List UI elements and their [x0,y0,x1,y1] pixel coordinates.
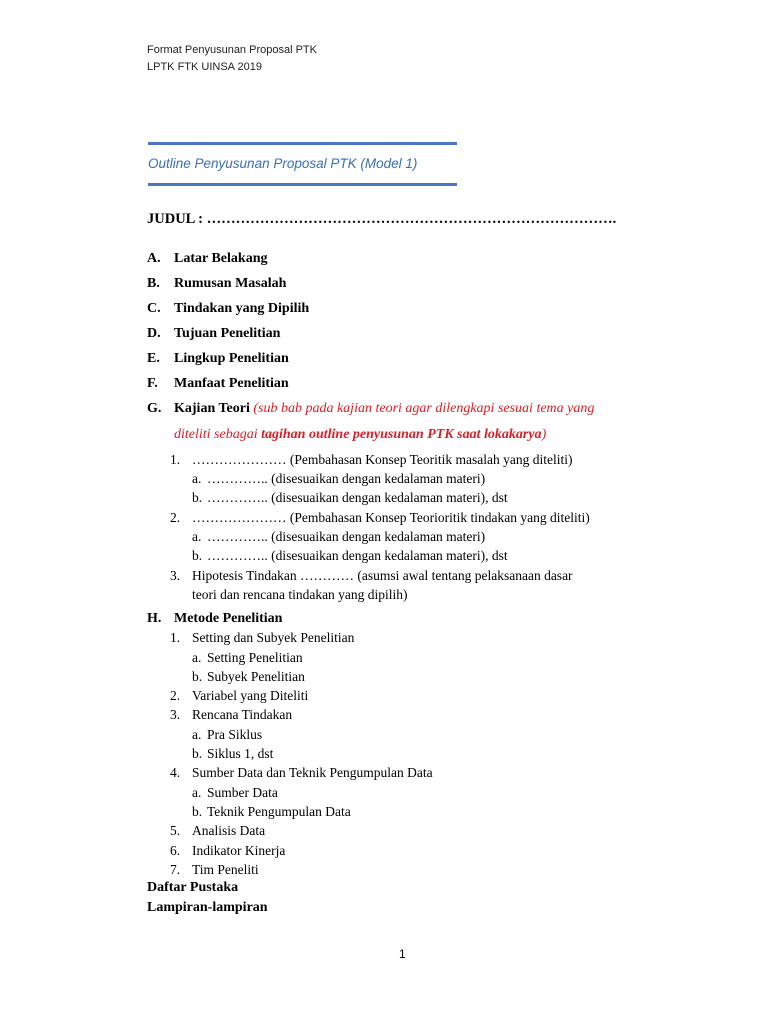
section-h [147,611,282,627]
section-title: Tindakan yang Dipilih [174,301,310,316]
item-marker: 3. [170,568,181,583]
item-text: Teknik Pengumpulan Data [207,804,351,819]
item-marker: 1. [170,630,181,645]
item-marker: a. [192,727,202,742]
item-marker: b. [192,548,203,563]
item-text: Indikator Kinerja [192,843,286,858]
metode-item-6 [170,843,285,859]
kajian-item-2a [192,529,485,545]
section-letter: B. [147,276,160,291]
kajian-note-part1: (sub bab pada kajian teori agar dilengkapi sesuai tema yang [253,401,595,416]
item-marker: b. [192,804,203,819]
item-text: Siklus 1, dst [207,746,274,761]
kajian-item-2 [170,510,590,526]
section-letter: D. [147,326,161,341]
lampiran-lampiran: Lampiran-lampiran [147,900,268,915]
section-title: Tujuan Penelitian [174,326,281,341]
item-text: ………….. (disesuaikan dengan kedalaman materi) [207,529,486,544]
section-title: Rumusan Masalah [174,276,287,291]
section-b [147,276,286,292]
metode-item-4 [170,765,433,781]
section-letter: E. [147,351,160,366]
metode-item-1b [192,669,305,685]
metode-item-5 [170,823,265,839]
section-f [147,376,289,392]
item-text: ………….. (disesuaikan dengan kedalaman materi) [207,471,486,486]
section-letter: F. [147,376,158,391]
item-marker: 7. [170,862,181,877]
item-marker: 5. [170,823,181,838]
section-g [147,401,594,417]
metode-item-3a [192,727,262,743]
item-marker: b. [192,746,203,761]
metode-item-1 [170,630,354,646]
item-text: Variabel yang Diteliti [192,688,309,703]
kajian-item-1 [170,452,573,468]
item-text: Pra Siklus [207,727,263,742]
header-line-2: LPTK FTK UINSA 2019 [147,61,262,73]
metode-item-3b [192,746,273,762]
item-text: ………….. (disesuaikan dengan kedalaman materi), dst [207,548,508,563]
item-text: ………………… (Pembahasan Konsep Teorioritik tindakan yang diteliti) [192,510,590,525]
kajian-item-3-continued [192,587,408,603]
outline-title: Outline Penyusunan Proposal PTK (Model 1) [148,156,418,171]
kajian-item-3 [170,568,573,584]
section-e [147,351,289,367]
item-marker: a. [192,471,202,486]
section-title: Lingkup Penelitian [174,351,289,366]
item-text: Subyek Penelitian [207,669,305,684]
metode-item-1a [192,650,303,666]
section-title: Kajian Teori [174,401,250,416]
kajian-item-1a [192,471,485,487]
section-d [147,326,280,342]
item-text: Hipotesis Tindakan ………… (asumsi awal tentang pelaksanaan dasar [192,568,573,583]
section-letter: G. [147,401,162,416]
item-text: ………….. (disesuaikan dengan kedalaman materi), dst [207,490,508,505]
section-title: Metode Penelitian [174,611,283,626]
top-rule [148,142,457,145]
kajian-note-line2 [174,427,546,443]
item-text: Tim Peneliti [192,862,259,877]
item-text: Sumber Data dan Teknik Pengumpulan Data [192,765,433,780]
item-marker: a. [192,650,202,665]
item-marker: 3. [170,707,181,722]
section-title: Latar Belakang [174,251,268,266]
item-marker: b. [192,490,203,505]
section-letter: C. [147,301,161,316]
item-text: Setting dan Subyek Penelitian [192,630,355,645]
metode-item-7 [170,862,259,878]
metode-item-4b [192,804,351,820]
metode-item-3 [170,707,292,723]
item-marker: 4. [170,765,181,780]
item-marker: b. [192,669,203,684]
section-letter: A. [147,251,161,266]
item-text: teori dan rencana tindakan yang dipilih) [192,587,408,602]
kajian-item-1b [192,490,508,506]
item-marker: 6. [170,843,181,858]
section-a [147,251,267,267]
section-title: Manfaat Penelitian [174,376,289,391]
metode-item-4a [192,785,278,801]
page-number: 1 [399,947,406,961]
judul-line: JUDUL : …………………………………………………………………………. [147,211,617,227]
item-marker: a. [192,785,202,800]
item-marker: 1. [170,452,181,467]
item-text: Rencana Tindakan [192,707,293,722]
kajian-note-part2: diteliti sebagai [174,427,262,442]
kajian-note-part3: tagihan outline penyusunan PTK saat lokakarya [261,427,542,442]
item-text: Setting Penelitian [207,650,303,665]
item-marker: a. [192,529,202,544]
item-marker: 2. [170,688,181,703]
header-line-1: Format Penyusunan Proposal PTK [147,44,317,56]
item-marker: 2. [170,510,181,525]
item-text: Sumber Data [207,785,278,800]
kajian-note-part4: ) [541,427,547,442]
item-text: ………………… (Pembahasan Konsep Teoritik masalah yang diteliti) [192,452,573,467]
metode-item-2 [170,688,308,704]
bottom-rule [148,183,457,186]
section-letter: H. [147,611,162,626]
item-text: Analisis Data [192,823,266,838]
kajian-item-2b [192,548,508,564]
section-c [147,301,309,317]
daftar-pustaka: Daftar Pustaka [147,880,239,895]
